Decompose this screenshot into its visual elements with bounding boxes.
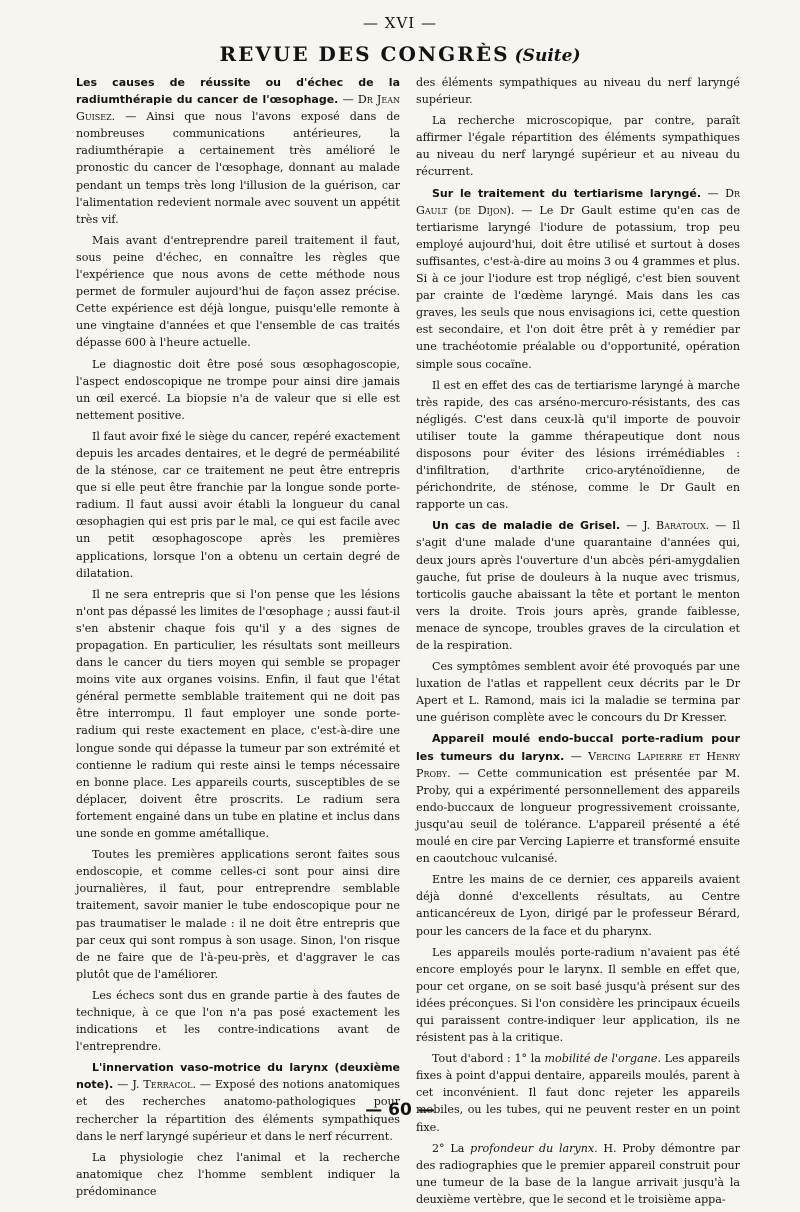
article-body: — Il s'agit d'une malade d'une quarantaine d'années qui, deux jours après l'ouverture d'un abcès péri-amygdalien gauche, fut prise de douleurs à la nuque avec trismus, torticolis gauche abaissant la tête et portant le menton vers la droite. Trois jours après, grande faiblesse, menace de syncope, troubles graves de la circulation et de la respiration. bbox=[416, 519, 741, 652]
paragraph-lead: Tout d'abord : 1° la bbox=[432, 1052, 541, 1066]
header-title: REVUE DES CONGRÈS bbox=[219, 42, 510, 66]
paragraph: Mais avant d'entreprendre pareil traitement il faut, sous peine d'échec, en connaître les règles que l'expérience que nous avons de cette méthode nous permet de formuler aujourd'hui de façon assez précise. Cette expérience est déjà longue, puisqu'elle remonte à une vingtaine d'années et que l'ensemble de cas traités dépasse 600 à l'heure actuelle. bbox=[76, 233, 400, 350]
paragraph-mobilite bbox=[416, 1050, 740, 1135]
article-author: — J. Terracol. bbox=[117, 1078, 196, 1092]
paragraph: Il est en effet des cas de tertiarisme laryngé à marche très rapide, des cas arséno-mercuro-résistants, des cas négligés. C'est dans ceux-là qu'il importe de pouvoir utiliser toute la gamme thérapeutique dont nous disposons pour éviter des lésions irrémédiables : d'infiltration, d'arthrite crico-aryténoïdienne, de périchondrite, de sténose, comme le Dr Gault en rapporte un cas. bbox=[416, 378, 740, 512]
text-columns bbox=[76, 74, 740, 1212]
article-guisez bbox=[76, 74, 400, 228]
article-gault bbox=[416, 185, 740, 373]
bottom-folio: — 60 — bbox=[365, 1100, 435, 1120]
article-title: Sur le traitement du tertiarisme laryngé. bbox=[432, 186, 702, 200]
left-column bbox=[76, 74, 400, 1212]
article-baratoux bbox=[416, 517, 740, 654]
article-body: — Cette communication est présentée par M. Proby, qui a expérimenté personnellement des appareils endo-buccaux de longueur progressivement croissante, jusqu'au seuil de tolérance. L'appareil présenté a été moulé en cire par Vercing Lapierre et transformé ensuite en caoutchouc vulcanisé. bbox=[416, 766, 740, 866]
header-suite: (Suite) bbox=[514, 46, 581, 66]
paragraph: Entre les mains de ce dernier, ces appareils avaient déjà donné d'excellents résultats, au Centre anticancéreux de Lyon, dirigé par le professeur Bérard, pour les cancers de la face et du pharynx. bbox=[416, 873, 740, 938]
paragraph: La recherche microscopique, par contre, paraît affirmer l'égale répartition des éléments sympathiques au niveau du nerf laryngé supérieur et au niveau du récurrent. bbox=[416, 114, 740, 179]
paragraph: Le diagnostic doit être posé sous œsophagoscopie, l'aspect endoscopique ne trompe pour ainsi dire jamais un œil exercé. La biopsie n'a de valeur que si elle est nettement positive. bbox=[76, 357, 400, 422]
article-author: — Dr Jean Guisez. bbox=[76, 93, 400, 124]
paragraph: Les appareils moulés porte-radium n'avaient pas été encore employés pour le larynx. Il semble en effet que, pour cet organe, on se soit basé jusqu'à présent sur des idées préconçues. Si l'on considère les principaux écueils qui paraissent contre-indiquer leur application, ils ne résistent pas à la critique. bbox=[416, 945, 740, 1045]
article-author: — J. Baratoux. bbox=[626, 519, 710, 533]
article-proby bbox=[416, 730, 740, 867]
paragraph-lead: 2° La bbox=[432, 1141, 465, 1155]
paragraph-body: H. Proby démontre par des radiographies que le premier appareil construit pour une tumeur de la base de la langue arrivait jusqu'à la deuxième vertèbre, que le second et le troisième appa- bbox=[416, 1141, 740, 1206]
article-title: Appareil moulé endo-buccal porte-radium pour les tumeurs du larynx. bbox=[416, 732, 740, 763]
section-header bbox=[0, 42, 800, 66]
article-author: — Vercing Lapierre et Henry Proby. bbox=[416, 749, 740, 780]
top-folio: — XVI — bbox=[363, 14, 437, 32]
article-body: — Ainsi que nous l'avons exposé dans de nombreuses communications antérieures, la radiumthérapie a certainement très amélioré le pronostic du cancer de l'œsophage, donnant au malade pendant un temps très long l'illusion de la guérison, car l'alimentation redevient normale avec souvent un appétit très vif. bbox=[76, 110, 400, 226]
article-body: — Le Dr Gault estime qu'en cas de tertiarisme laryngé l'iodure de potassium, trop peu employé aujourd'hui, doit être utilisé et surtout à doses suffisantes, c'est-à-dire au moins 3 ou 4 grammes et plus. Si à ce jour l'iodure est trop négligé, c'est bien souvent par crainte de l'œdème laryngé. Mais dans les cas graves, les seuls que nous envisagions ici, cette question est secondaire, et l'on doit être prêt à y remédier par une trachéotomie préalable ou d'opportunité, opération simple sous cocaïne. bbox=[416, 203, 741, 371]
article-body: — Exposé des notions anatomiques et des recherches anatomo-pathologiques pour rechercher la répartition des éléments sympathiques dans le nerf laryngé supérieur et dans le nerf récurrent. bbox=[76, 1078, 400, 1143]
paragraph: Ces symptômes semblent avoir été provoqués par une luxation de l'atlas et rappellent ceux décrits par le Dr Apert et L. Ramond, mais ici la maladie se termina par une guérison complète avec le concours du Dr Kresser. bbox=[416, 660, 740, 725]
right-column bbox=[416, 74, 740, 1212]
paragraph: Les échecs sont dus en grande partie à des fautes de technique, à ce que l'on n'a pas posé exactement les indications et les contre-indications avant de l'entreprendre. bbox=[76, 988, 400, 1054]
paragraph: des éléments sympathiques au niveau du nerf laryngé supérieur. bbox=[416, 76, 740, 107]
paragraph: La physiologie chez l'animal et la recherche anatomique chez l'homme semblent indiquer la prédominance bbox=[76, 1150, 400, 1198]
paragraph: Il faut avoir fixé le siège du cancer, repéré exactement depuis les arcades dentaires, et le degré de perméabilité de la sténose, car ce traitement ne peut être entrepris que si elle peut être franchie par la longue sonde porte-radium. Il faut aussi avoir établi la longueur du canal œsophagien qui est pris par le mal, ce qui est facile avec un petit œsophagoscope après les premières applications, lorsque l'on a obtenu un certain degré de dilatation. bbox=[76, 429, 400, 580]
article-title: Les causes de réussite ou d'échec de la radiumthérapie du cancer de l'œsophage. bbox=[76, 76, 400, 107]
emphasis: mobilité de l'organe. bbox=[544, 1052, 661, 1066]
article-title: L'innervation vaso-motrice du larynx (deuxième note). bbox=[76, 1061, 400, 1092]
paragraph: Il ne sera entrepris que si l'on pense que les lésions n'ont pas dépassé les limites de l'œsophage ; aussi faut-il s'en abstenir chaque fois qu'il y a des signes de propagation. En particulier, les résultats sont meilleurs dans le cancer du tiers moyen qui semble se propager moins vite aux organes voisins. Enfin, il faut que l'état général permette semblable traitement qui ne doit pas être interrompu. Il faut employer une sonde porte-radium qui reste exactement en place, c'est-à-dire une longue sonde qui dépasse la tumeur par son extrémité et contienne le radium qui reste ainsi le temps nécessaire en bonne place. Les appareils courts, susceptibles de se déplacer, doivent être proscrits. Le radium sera fortement engainé dans un tube en platine et inclus dans une sonde en gomme amétallique. bbox=[76, 587, 400, 841]
emphasis: profondeur du larynx. bbox=[470, 1141, 598, 1155]
paragraph-body: Les appareils fixes à point d'appui dentaire, appareils moulés, parent à cet inconvénient. Il faut donc rejeter les appareils mobiles, ou les tubes, qui ne peuvent rester en un point fixe. bbox=[416, 1052, 740, 1134]
paragraph: Toutes les premières applications seront faites sous endoscopie, et comme celles-ci sont pour ainsi dire journalières, il faut, pour entreprendre semblable traitement, savoir manier le tube endoscopique pour ne pas traumatiser le malade : il ne doit être entrepris que par ceux qui sont rompus à son usage. Sinon, l'on risque de ne faire que de l'à-peu-près, et d'aggraver le cas plutôt que de l'améliorer. bbox=[76, 848, 400, 981]
article-author: — Dr Gault (de Dijon). bbox=[416, 186, 741, 217]
paragraph-profondeur bbox=[416, 1140, 740, 1208]
article-title: Un cas de maladie de Grisel. bbox=[432, 519, 621, 533]
